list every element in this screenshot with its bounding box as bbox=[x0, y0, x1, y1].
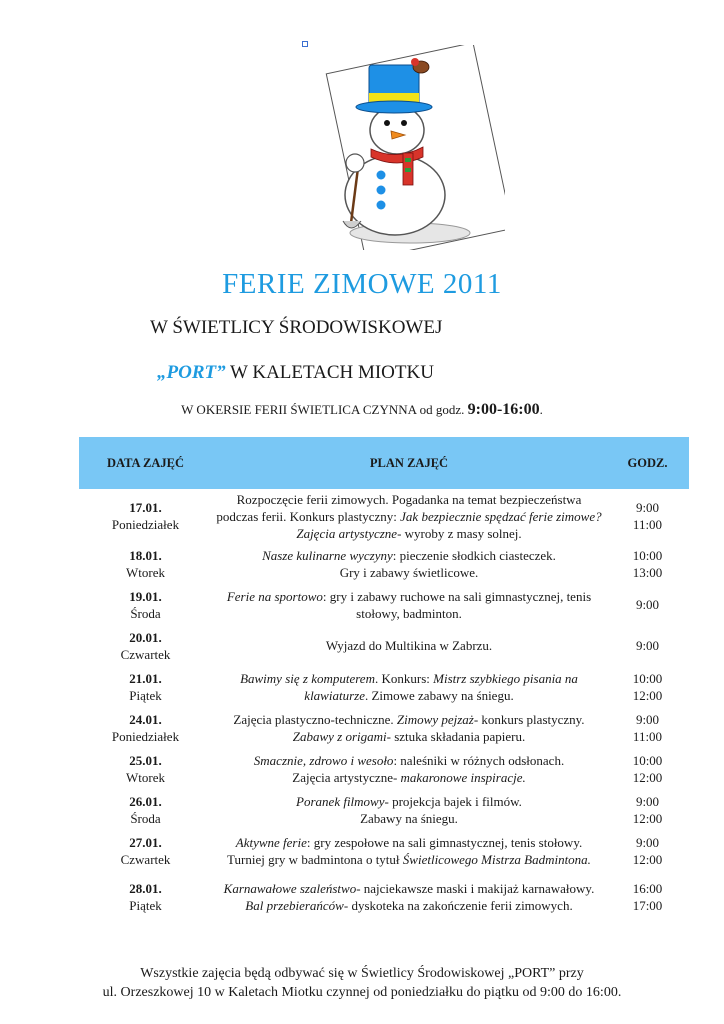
header-date: DATA ZAJĘĆ bbox=[79, 437, 212, 489]
plan-text: Poranek filmowy bbox=[296, 793, 385, 809]
plan-text: Nasze kulinarne wyczyny bbox=[262, 547, 393, 563]
subtitle-line-1: W ŚWIETLICY ŚRODOWISKOWEJ bbox=[150, 317, 443, 338]
plan-text: : naleśniki w różnych odsłonach. bbox=[393, 752, 565, 768]
time-value: 9:00 bbox=[635, 834, 660, 850]
date: 19.01. bbox=[129, 588, 162, 604]
plan-cell bbox=[212, 543, 606, 584]
header-plan: PLAN ZAJĘĆ bbox=[212, 437, 606, 489]
date-cell bbox=[79, 707, 212, 748]
time-value: 17:00 bbox=[632, 898, 663, 913]
time-value: 11:00 bbox=[632, 517, 663, 532]
time-value: 9:00 bbox=[635, 711, 660, 727]
plan-cell bbox=[212, 830, 606, 871]
time-cell bbox=[606, 789, 689, 830]
plan-cell bbox=[212, 789, 606, 830]
time-value: 9:00 bbox=[635, 793, 660, 809]
plan-text: Zabawy na śniegu. bbox=[360, 810, 458, 826]
opening-hours-suffix: . bbox=[539, 402, 543, 417]
opening-hours bbox=[0, 401, 724, 419]
weekday: Środa bbox=[130, 810, 161, 826]
date: 27.01. bbox=[129, 834, 162, 850]
time-cell bbox=[606, 666, 689, 707]
plan-text: Zajęcia plastyczno-techniczne. bbox=[233, 711, 397, 727]
date-cell bbox=[79, 871, 212, 923]
plan-text: Mistrz szybkiego pisania na klawiaturze bbox=[304, 670, 578, 703]
weekday: Wtorek bbox=[126, 769, 165, 785]
weekday: Środa bbox=[130, 605, 161, 621]
plan-text: Gry i zabawy świetlicowe. bbox=[339, 564, 479, 580]
opening-hours-prefix: W OKERSIE FERII ŚWIETLICA CZYNNA od godz. bbox=[181, 402, 468, 417]
time-cell bbox=[606, 625, 689, 666]
time-value: 11:00 bbox=[632, 728, 663, 744]
date-cell bbox=[79, 584, 212, 625]
time-value: 12:00 bbox=[632, 810, 663, 826]
footer-line-1: Wszystkie zajęcia będą odbywać się w Świetlicy Środowiskowej „PORT” przy bbox=[140, 966, 584, 981]
table-row bbox=[79, 489, 689, 543]
time-value: 13:00 bbox=[632, 564, 663, 580]
time-value: 9:00 bbox=[635, 597, 660, 612]
plan-text: Zimowy pejzaż bbox=[396, 711, 474, 727]
date-cell bbox=[79, 666, 212, 707]
plan-text: - projekcja bajek i filmów. bbox=[384, 793, 522, 809]
plan-cell bbox=[212, 871, 606, 923]
plan-text: Zajęcia artystyczne- bbox=[292, 769, 401, 785]
date: 20.01. bbox=[129, 629, 162, 645]
time-cell bbox=[606, 543, 689, 584]
plan-text: Zabawy z origami bbox=[292, 728, 387, 744]
schedule-table bbox=[79, 437, 689, 923]
plan-text: Aktywne ferie bbox=[235, 834, 307, 850]
date: 17.01. bbox=[129, 500, 162, 515]
port-name: „PORT” bbox=[157, 362, 226, 383]
weekday: Czwartek bbox=[120, 646, 171, 662]
weekday: Poniedziałek bbox=[111, 517, 180, 532]
table-row bbox=[79, 789, 689, 830]
weekday: Wtorek bbox=[126, 564, 165, 580]
plan-text: - wyroby z masy solnej. bbox=[397, 525, 522, 541]
plan-text: : gry zespołowe na sali gimnastycznej, tenis stołowy. Turniej gry w badmintona o tytuł bbox=[227, 834, 583, 867]
plan-cell bbox=[212, 707, 606, 748]
table-row bbox=[79, 625, 689, 666]
plan-text: Świetlicowego Mistrza Badmintona. bbox=[402, 851, 591, 867]
plan-text: - sztuka składania papieru. bbox=[386, 728, 526, 744]
date-cell bbox=[79, 748, 212, 789]
table-row bbox=[79, 666, 689, 707]
time-value: 10:00 bbox=[632, 547, 663, 563]
plan-cell bbox=[212, 489, 606, 543]
plan-text: Rozpoczęcie ferii zimowych. Pogadanka na temat bezpieczeństwa podczas ferii. Konkurs plastyczny: bbox=[216, 491, 582, 524]
table-row bbox=[79, 830, 689, 871]
schedule-header-row bbox=[79, 437, 689, 489]
time-value: 12:00 bbox=[632, 851, 663, 867]
plan-text: - dyskoteka na zakończenie ferii zimowych. bbox=[343, 898, 573, 913]
plan-cell bbox=[212, 666, 606, 707]
date: 26.01. bbox=[129, 793, 162, 809]
date-cell bbox=[79, 830, 212, 871]
table-row bbox=[79, 584, 689, 625]
plan-text: : gry i zabawy ruchowe na sali gimnastycznej, tenis stołowy, badminton. bbox=[322, 588, 592, 621]
page-title: FERIE ZIMOWE 2011 bbox=[222, 268, 502, 300]
time-cell bbox=[606, 707, 689, 748]
plan-text: Jak bezpiecznie spędzać ferie zimowe? Zajęcia artystyczne bbox=[296, 508, 602, 541]
weekday: Piątek bbox=[129, 898, 162, 913]
plan-text: Wyjazd do Multikina w Zabrzu. bbox=[325, 638, 493, 653]
plan-text: Ferie na sportowo bbox=[226, 588, 323, 604]
date: 24.01. bbox=[129, 711, 162, 727]
time-value: 9:00 bbox=[635, 500, 660, 515]
plan-cell bbox=[212, 625, 606, 666]
time-value: 9:00 bbox=[635, 638, 660, 653]
table-row bbox=[79, 707, 689, 748]
table-row bbox=[79, 871, 689, 923]
weekday: Czwartek bbox=[120, 851, 171, 867]
date-cell bbox=[79, 489, 212, 543]
plan-cell bbox=[212, 584, 606, 625]
table-row bbox=[79, 543, 689, 584]
header-time: GODZ. bbox=[606, 437, 689, 489]
snowman-clipart-icon bbox=[325, 45, 505, 250]
time-value: 12:00 bbox=[632, 769, 663, 785]
plan-text: Bal przebierańców bbox=[245, 898, 344, 913]
footer-note bbox=[0, 964, 724, 1002]
footer-line-2: ul. Orzeszkowej 10 w Kaletach Miotku czynnej od poniedziałku do piątku od 9:00 do 16:00. bbox=[102, 985, 622, 1000]
weekday: Piątek bbox=[129, 687, 162, 703]
time-value: 10:00 bbox=[632, 752, 663, 768]
date-cell bbox=[79, 789, 212, 830]
plan-text: Karnawałowe szaleństwo bbox=[223, 881, 357, 896]
small-square-icon bbox=[302, 41, 308, 47]
date: 28.01. bbox=[129, 881, 162, 896]
date-cell bbox=[79, 543, 212, 584]
plan-text: . Konkurs: bbox=[374, 670, 434, 686]
date-cell bbox=[79, 625, 212, 666]
time-value: 16:00 bbox=[632, 881, 663, 896]
subtitle-line-2 bbox=[157, 362, 434, 384]
plan-text: makaronowe inspiracje. bbox=[400, 769, 526, 785]
table-row bbox=[79, 748, 689, 789]
plan-text: - konkurs plastyczny. bbox=[473, 711, 585, 727]
time-cell bbox=[606, 830, 689, 871]
plan-text: Bawimy się z komputerem bbox=[240, 670, 375, 686]
time-cell bbox=[606, 871, 689, 923]
plan-text: - najciekawsze maski i makijaż karnawałowy. bbox=[356, 881, 595, 896]
time-cell bbox=[606, 748, 689, 789]
plan-text: : pieczenie słodkich ciasteczek. bbox=[392, 547, 556, 563]
time-cell bbox=[606, 489, 689, 543]
date: 25.01. bbox=[129, 752, 162, 768]
time-value: 12:00 bbox=[632, 687, 663, 703]
date: 21.01. bbox=[129, 670, 162, 686]
opening-hours-value: 9:00-16:00 bbox=[467, 401, 540, 418]
plan-text: . Zimowe zabawy na śniegu. bbox=[364, 687, 514, 703]
time-value: 10:00 bbox=[632, 670, 663, 686]
subtitle-line-2-rest: W KALETACH MIOTKU bbox=[225, 362, 434, 383]
weekday: Poniedziałek bbox=[111, 728, 180, 744]
date: 18.01. bbox=[129, 547, 162, 563]
plan-cell bbox=[212, 748, 606, 789]
time-cell bbox=[606, 584, 689, 625]
plan-text: Smacznie, zdrowo i wesoło bbox=[253, 752, 394, 768]
